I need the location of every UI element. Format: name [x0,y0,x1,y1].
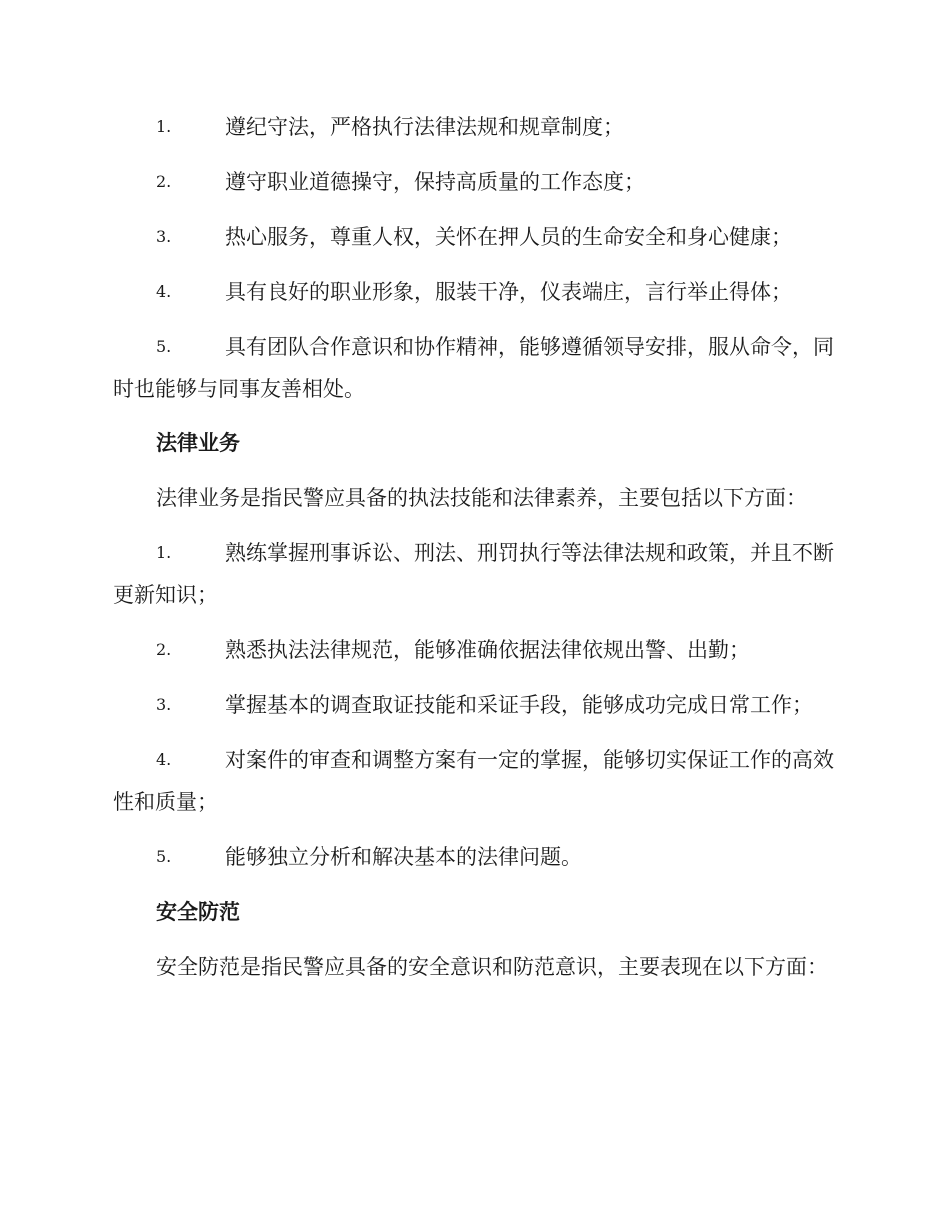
list-text: 能够独立分析和解决基本的法律问题。 [225,845,582,869]
list-item [113,532,838,616]
list-item [113,106,838,148]
list-text: 具有团队合作意识和协作精神，能够遵循领导安排，服从命令，同时也能够与同事友善相处。 [113,335,834,401]
list-item [113,836,838,878]
list-item [113,326,838,410]
list-text: 遵守职业道德操守，保持高质量的工作态度； [225,170,645,194]
section-heading: 安全防范 [156,899,240,924]
list-item [113,161,838,203]
list-item [113,684,838,726]
list-item [113,271,838,313]
list-number: 4. [156,750,172,769]
list-number: 1. [156,117,172,136]
list-number: 4. [156,282,172,301]
list-number: 3. [156,695,172,714]
list-text: 掌握基本的调查取证技能和采证手段，能够成功完成日常工作； [225,693,813,717]
list-number: 5. [156,337,172,356]
list-text: 对案件的审查和调整方案有一定的掌握，能够切实保证工作的高效性和质量； [113,748,834,814]
list-text: 具有良好的职业形象，服装干净，仪表端庄，言行举止得体； [225,280,792,304]
list-item [113,629,838,671]
list-number: 2. [156,640,172,659]
section-heading: 法律业务 [156,430,240,455]
list-number: 3. [156,227,172,246]
list-number: 5. [156,847,172,866]
list-number: 2. [156,172,172,191]
list-text: 熟悉执法法律规范，能够准确依据法律依规出警、出勤； [225,638,750,662]
list-item [113,216,838,258]
list-number: 1. [156,543,172,562]
list-item [113,739,838,823]
section-intro: 法律业务是指民警应具备的执法技能和法律素养，主要包括以下方面： [156,486,807,510]
list-text: 遵纪守法，严格执行法律法规和规章制度； [225,115,624,139]
list-text: 热心服务，尊重人权，关怀在押人员的生命安全和身心健康； [225,225,792,249]
list-text: 熟练掌握刑事诉讼、刑法、刑罚执行等法律法规和政策，并且不断更新知识； [113,541,834,607]
section-intro: 安全防范是指民警应具备的安全意识和防范意识，主要表现在以下方面： [156,955,828,979]
